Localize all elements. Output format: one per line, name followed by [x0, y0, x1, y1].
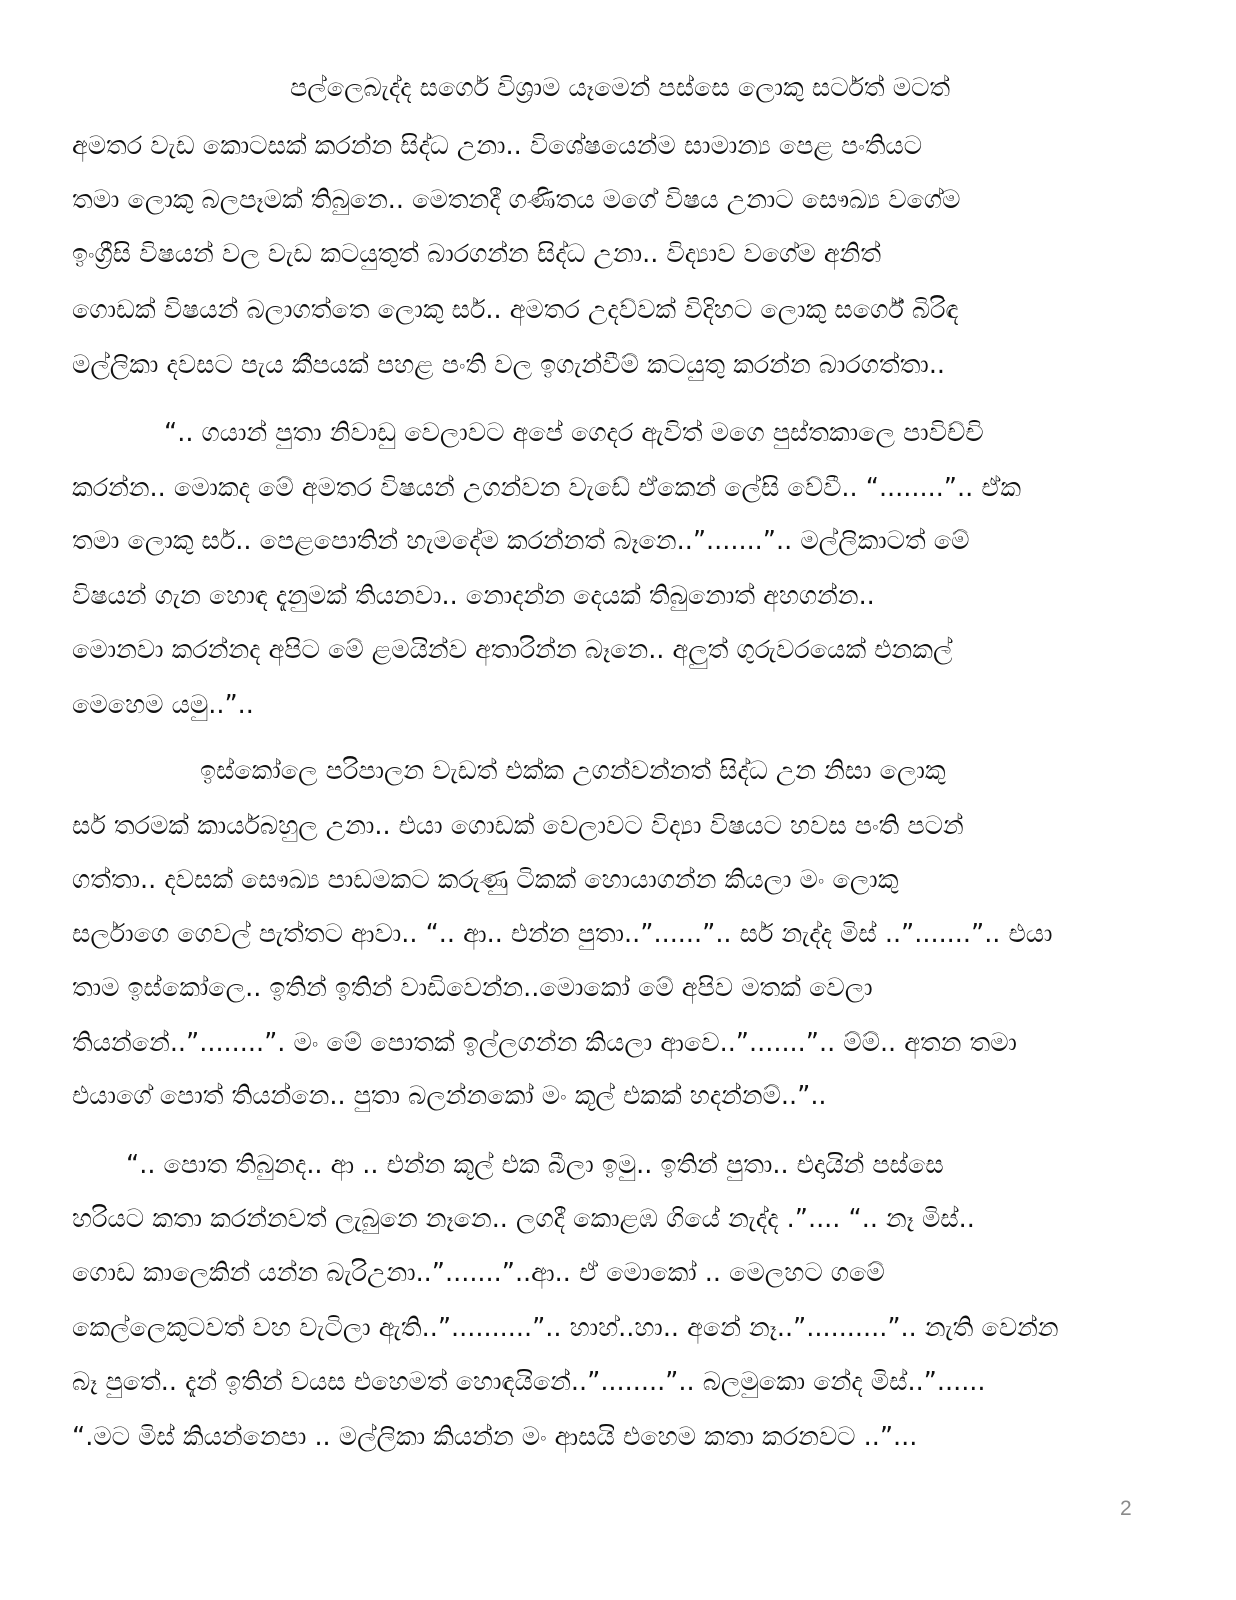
paragraph-3-line-1: ඉස්කෝලෙ පරිපාලන වැඩත් එක්ක උගන්වන්නත් සිද්ධ උන නිසා ලොකු	[200, 756, 946, 786]
paragraph-2-line-1: “.. ගයාන් පුතා නිවාඩු වෙලාවට අපේ ගෙදර ඇවිත් මගෙ පුස්තකාලෙ පාවිච්චි	[164, 418, 984, 448]
paragraph-4-line-6: “.මට මිස් කියන්නෙපා .. මල්ලිකා කියන්න මං ආසයි එහෙම කතා කරනවට ..”...	[72, 1422, 918, 1452]
paragraph-2-line-5: මොනවා කරන්නද අපිට මේ ළමයින්ව අතාරින්න බෑනෙ.. අලුත් ගුරුවරයෙක් එනකල්	[72, 635, 953, 665]
paragraph-1-line-4: ඉංග්‍රීසි විෂයන් වල වැඩ කටයුතුත් බාරගන්න සිද්ධ උනා.. විද්‍යාව වගේම අනිත්	[72, 239, 882, 269]
paragraph-4-line-5: බෑ පුතේ.. දැන් ඉතින් වයස එහෙමත් හොඳයිනේ..”........”.. බලමුකො නේද මිස්..”......	[72, 1367, 986, 1397]
paragraph-1-line-1: පල්ලෙබැද්ද සර්ගෙ විශ්‍රාම යෑමෙන් පස්සෙ ලොකු සර්ටත් මටත්	[290, 73, 951, 103]
paragraph-4-line-4: කෙල්ලෙකුටවත් වහ වැටිලා ඇති..”..........”.. හාහ්..හා.. අනේ නෑ..”..........”.. නැති වෙන්න	[72, 1313, 1059, 1343]
paragraph-2-line-6: මෙහෙම යමු..”..	[72, 690, 254, 720]
paragraph-3-line-2: සර් තරමක් කාර්යබහුල උනා.. එයා ගොඩක් වෙලාවට විද්‍යා විෂයට හවස පංති පටන්	[72, 811, 964, 841]
paragraph-4-line-3: ගොඩ කාලෙකින් යන්න බැරිඋනා..”.......”..ආ.. ඒ මොකෝ .. මෙලහට ගමේ	[72, 1258, 885, 1288]
paragraph-2-line-3: තමා ලොකු සර්.. පෙළපොතින් හැමදේම කරන්නත් බෑනෙ..”.......”.. මල්ලිකාටත් මේ	[72, 526, 970, 556]
page-number: 2	[1120, 1497, 1132, 1520]
paragraph-1-line-5: ගොඩක් විෂයන් බලාගත්තෙ ලොකු සර්.. අමතර උදව්වක් විදිහට ලොකු සර්ගේ බිරිඳ	[72, 295, 959, 325]
paragraph-1-line-6: මල්ලිකා දවසට පැය කීපයක් පහළ පංති වල ඉගැන්වීම් කටයුතු කරන්න බාරගත්තා..	[72, 350, 946, 380]
paragraph-2-line-2: කරන්න.. මොකද මේ අමතර විෂයන් උගන්වන වැඩේ ඒකෙන් ලේසි වේවී.. “........”.. ඒක	[72, 473, 1022, 503]
paragraph-4-line-2: හරියට කතා කරන්නවත් ලැබුනෙ නෑනෙ.. ලගදී කොළඹ ගියේ නැද්ද .”.... “.. නෑ මිස්..	[72, 1204, 975, 1234]
paragraph-3-line-6: තියන්නේ..”........”. මං මේ පොතක් ඉල්ලගන්න කියලා ආවෙ..”.......”.. ම්ම්.. අතන තමා	[72, 1028, 1017, 1058]
paragraph-1-line-3: තමා ලොකු බලපෑමක් තිබුනෙ.. මෙතනදී ගණිතය මගේ විෂය උනාට සෞඛ්‍ය වගේම	[72, 185, 961, 215]
paragraph-3-line-3: ගත්තා.. දවසක් සෞඛ්‍ය පාඩමකට කරුණු ටිකක් හොයාගන්න කියලා මං ලොකු	[72, 865, 899, 895]
paragraph-3-line-4: සර්ලාගෙ ගෙවල් පැත්තට ආවා.. “.. ආ.. එන්න පුතා..”......”.. සර් නැද්ද මිස් ..”.......”.. එයා	[72, 919, 1053, 949]
paragraph-2-line-4: විෂයන් ගැන හොඳ දැනුමක් තියනවා.. නොදන්න දෙයක් තිබුනොත් අහගන්න..	[72, 581, 875, 611]
paragraph-4-line-1: “.. පොත තිබුනද.. ආ .. එන්න කූල් එක බීලා ඉමු.. ඉතින් පුතා.. එදායින් පස්සෙ	[126, 1150, 944, 1180]
paragraph-1-line-2: අමතර වැඩ කොටසක් කරන්න සිද්ධ උනා.. විශේෂයෙන්ම සාමාන්‍ය පෙළ පංතියට	[72, 131, 923, 161]
paragraph-3-line-5: තාම ඉස්කෝලෙ.. ඉතින් ඉතින් වාඩිවෙන්න..මොකෝ මේ අපිව මතක් වෙලා	[72, 973, 873, 1003]
paragraph-3-line-7: එයාගේ පොත් තියන්නෙ.. පුතා බලන්නකෝ මං කූල් එකක් හදන්නම්..”..	[72, 1081, 827, 1111]
